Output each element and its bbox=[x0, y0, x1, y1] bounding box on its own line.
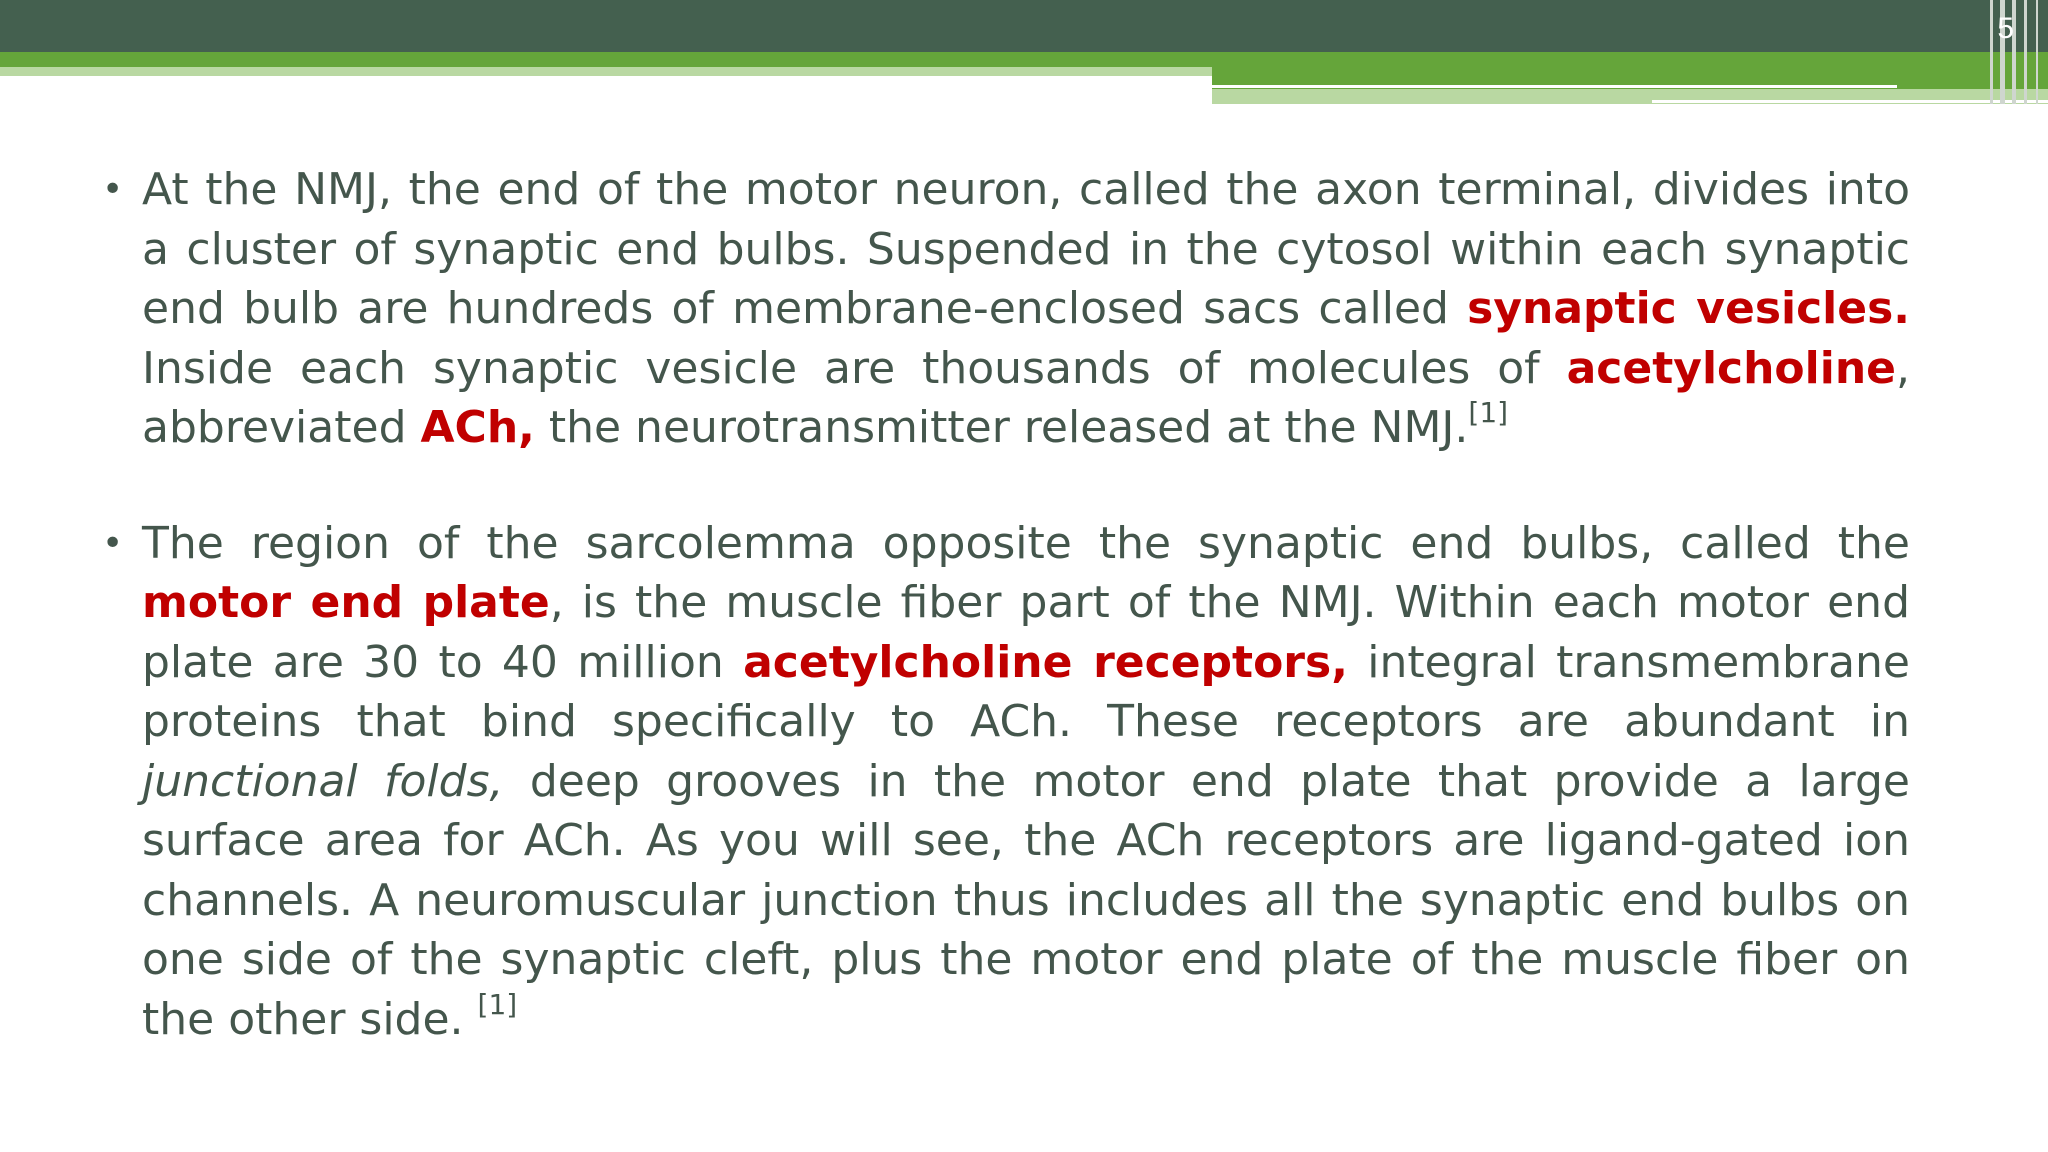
header-bar-green bbox=[0, 52, 2048, 67]
slide-content bbox=[96, 160, 1910, 1049]
term-junctional-folds: junctional folds, bbox=[142, 755, 504, 807]
bullet-item-motor-end-plate bbox=[96, 514, 1910, 1050]
bullet-text: the neurotransmitter released at the NMJ. bbox=[534, 402, 1469, 453]
bullet-text: deep grooves in the motor end plate that provide a large surface area for ACh. As you will see, the ACh receptors are ligand-gated ion channels. A neuromuscular junction thus includes all the synaptic end bulbs on one side of the synaptic cleft, plus the motor end plate of the muscle fiber on the other side. bbox=[142, 755, 1910, 1045]
header-stripe bbox=[2024, 0, 2027, 104]
bullet-text: integral transmembrane proteins that bind specifically to ACh. These receptors are abundant in bbox=[142, 636, 1910, 747]
header-stripe bbox=[1990, 0, 1993, 104]
bullet-text: , abbreviated bbox=[142, 342, 1910, 453]
citation-reference: [1] bbox=[1468, 396, 1509, 429]
header-bar-dark bbox=[0, 0, 2048, 52]
bullet-item-nmj-axon-terminal bbox=[96, 160, 1910, 458]
keyword-ach: ACh, bbox=[420, 402, 535, 453]
slide-number: 5 bbox=[1997, 12, 2014, 45]
bullet-text: At the NMJ, the end of the motor neuron, called the axon terminal, divides into a cluster of synaptic end bulbs. Suspended in the cytosol within each synaptic end bulb are hundreds of membrane-enclosed sacs called bbox=[142, 164, 1910, 334]
citation-reference: [1] bbox=[477, 987, 518, 1021]
keyword-acetylcholine: acetylcholine bbox=[1566, 342, 1896, 394]
keyword-motor-end-plate: motor end plate bbox=[142, 577, 550, 628]
bullet-icon: • bbox=[102, 522, 124, 564]
bullet-text: The region of the sarcolemma opposite the synaptic end bulbs, called the bbox=[142, 517, 1910, 569]
header-stripe bbox=[2036, 0, 2038, 104]
header-divider-line-2 bbox=[1652, 100, 2048, 103]
keyword-synaptic-vesicles: synaptic vesicles. bbox=[1467, 283, 1910, 334]
keyword-acetylcholine-receptors: acetylcholine receptors, bbox=[743, 636, 1348, 688]
header-divider-line bbox=[1212, 85, 1897, 88]
bullet-icon: • bbox=[102, 169, 124, 210]
bullet-text: , is the muscle fiber part of the NMJ. Within each motor end plate are 30 to 40 million bbox=[142, 577, 1911, 688]
bullet-text: Inside each synaptic vesicle are thousands of molecules of bbox=[142, 342, 1567, 394]
header-bar-light-left bbox=[0, 67, 1212, 76]
